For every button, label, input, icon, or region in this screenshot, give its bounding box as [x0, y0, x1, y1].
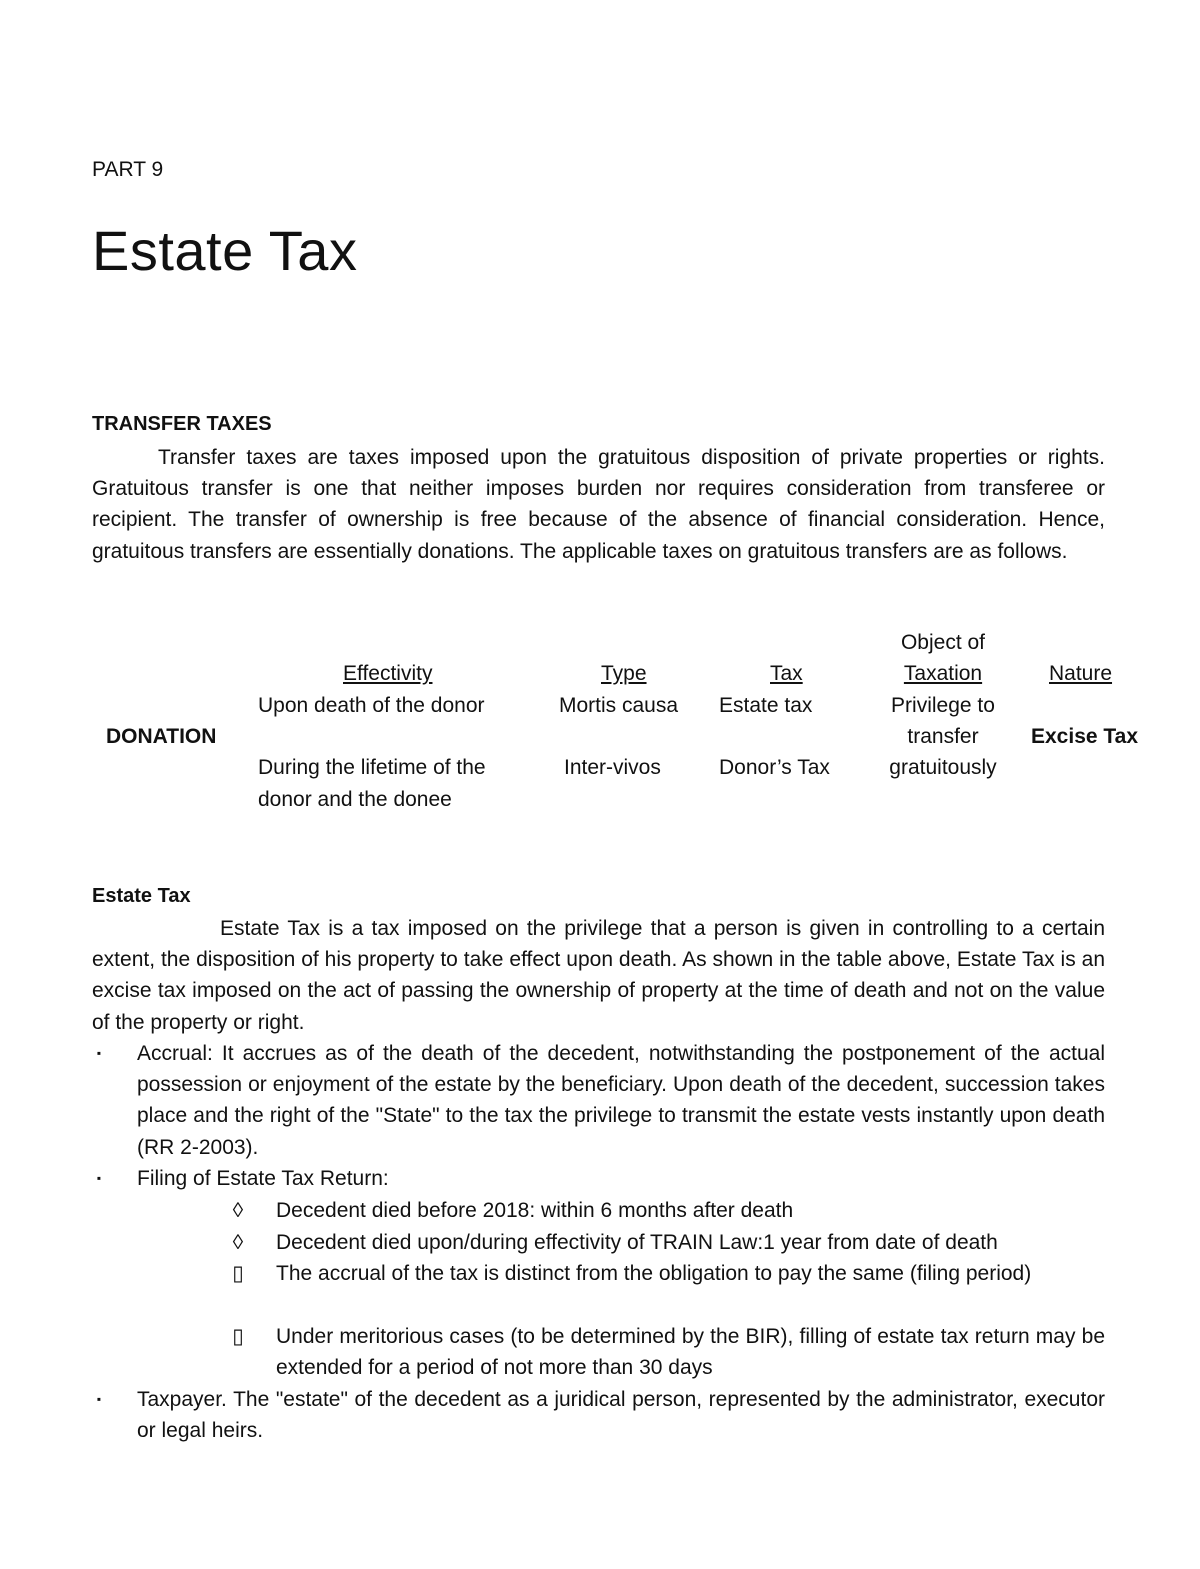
bullet-square-icon: ▪	[96, 1046, 102, 1060]
nature-value: Excise Tax	[1031, 725, 1139, 748]
bullet-text: Taxpayer. The "estate" of the decedent as a juridical person, represented by the administrator, executor or legal heirs.	[137, 1388, 1105, 1443]
header-tax: Tax	[770, 662, 803, 685]
bullet-square-icon: ▪	[96, 1392, 102, 1406]
donation-row-label: DONATION	[106, 725, 217, 748]
object-line2: transfer	[907, 725, 979, 748]
estate-tax-paragraph: Estate Tax is a tax imposed on the privilege that a person is given in controlling to a certain extent, the disposition of his property to take effect upon death. As shown in the table above, Estate Tax is an excise tax imposed on the act of passing the ownership of property at the time of death and not on the value of the property or right.	[92, 917, 1105, 1034]
bullet-square-icon: ▪	[96, 1171, 102, 1185]
row2-effectivity-line2: donor and the donee	[258, 788, 452, 811]
row1-tax: Estate tax	[719, 694, 813, 717]
header-object-line2: Taxation	[903, 662, 983, 685]
diamond-icon: ◊	[232, 1231, 244, 1254]
box-icon: ▯	[232, 1325, 244, 1348]
bullet-text: Accrual: It accrues as of the death of the decedent, notwithstanding the postponement of the actual possession or enjoyment of the estate by the beneficiary. Upon death of the decedent, succession takes place and the right of the "State" to the tax the privilege to transmit the estate vests instantly upon death (RR 2-2003).	[137, 1042, 1105, 1159]
page-title: Estate Tax	[92, 219, 358, 282]
part-label: PART 9	[92, 158, 164, 181]
transfer-taxes-paragraph: Transfer taxes are taxes imposed upon the gratuitous disposition of private properties or rights. Gratuitous transfer is one that neither imposes burden nor requires consideration from transferee or recipient. The transfer of ownership is free because of the absence of financial consideration. Hence, gratuitous transfers are essentially donations. The applicable taxes on gratuitous transfers are as follows.	[92, 446, 1105, 563]
object-line3: gratuitously	[889, 756, 997, 779]
header-type: Type	[601, 662, 647, 685]
sub-item-text: The accrual of the tax is distinct from the obligation to pay the same (filing period)	[276, 1262, 1032, 1285]
row1-effectivity: Upon death of the donor	[258, 694, 485, 717]
sub-item-text: Decedent died upon/during effectivity of TRAIN Law:1 year from date of death	[276, 1231, 998, 1254]
sub-item-text: Under meritorious cases (to be determined by the BIR), filling of estate tax return may be extended for a period of not more than 30 days	[276, 1325, 1105, 1380]
sub-item-text: Decedent died before 2018: within 6 months after death	[276, 1199, 794, 1222]
row2-effectivity-line1: During the lifetime of the	[258, 756, 486, 779]
row2-type: Inter-vivos	[564, 756, 661, 779]
header-effectivity: Effectivity	[343, 662, 433, 685]
transfer-taxes-heading: TRANSFER TAXES	[92, 413, 272, 435]
diamond-icon: ◊	[232, 1199, 244, 1222]
header-object-line1: Object of	[900, 631, 986, 654]
object-line1: Privilege to	[891, 694, 995, 717]
box-icon: ▯	[232, 1262, 244, 1285]
row1-type: Mortis causa	[559, 694, 679, 717]
bullet-text: Filing of Estate Tax Return:	[137, 1167, 389, 1190]
header-nature: Nature	[1049, 662, 1113, 685]
row2-tax: Donor’s Tax	[719, 756, 830, 779]
estate-tax-heading: Estate Tax	[92, 885, 191, 907]
